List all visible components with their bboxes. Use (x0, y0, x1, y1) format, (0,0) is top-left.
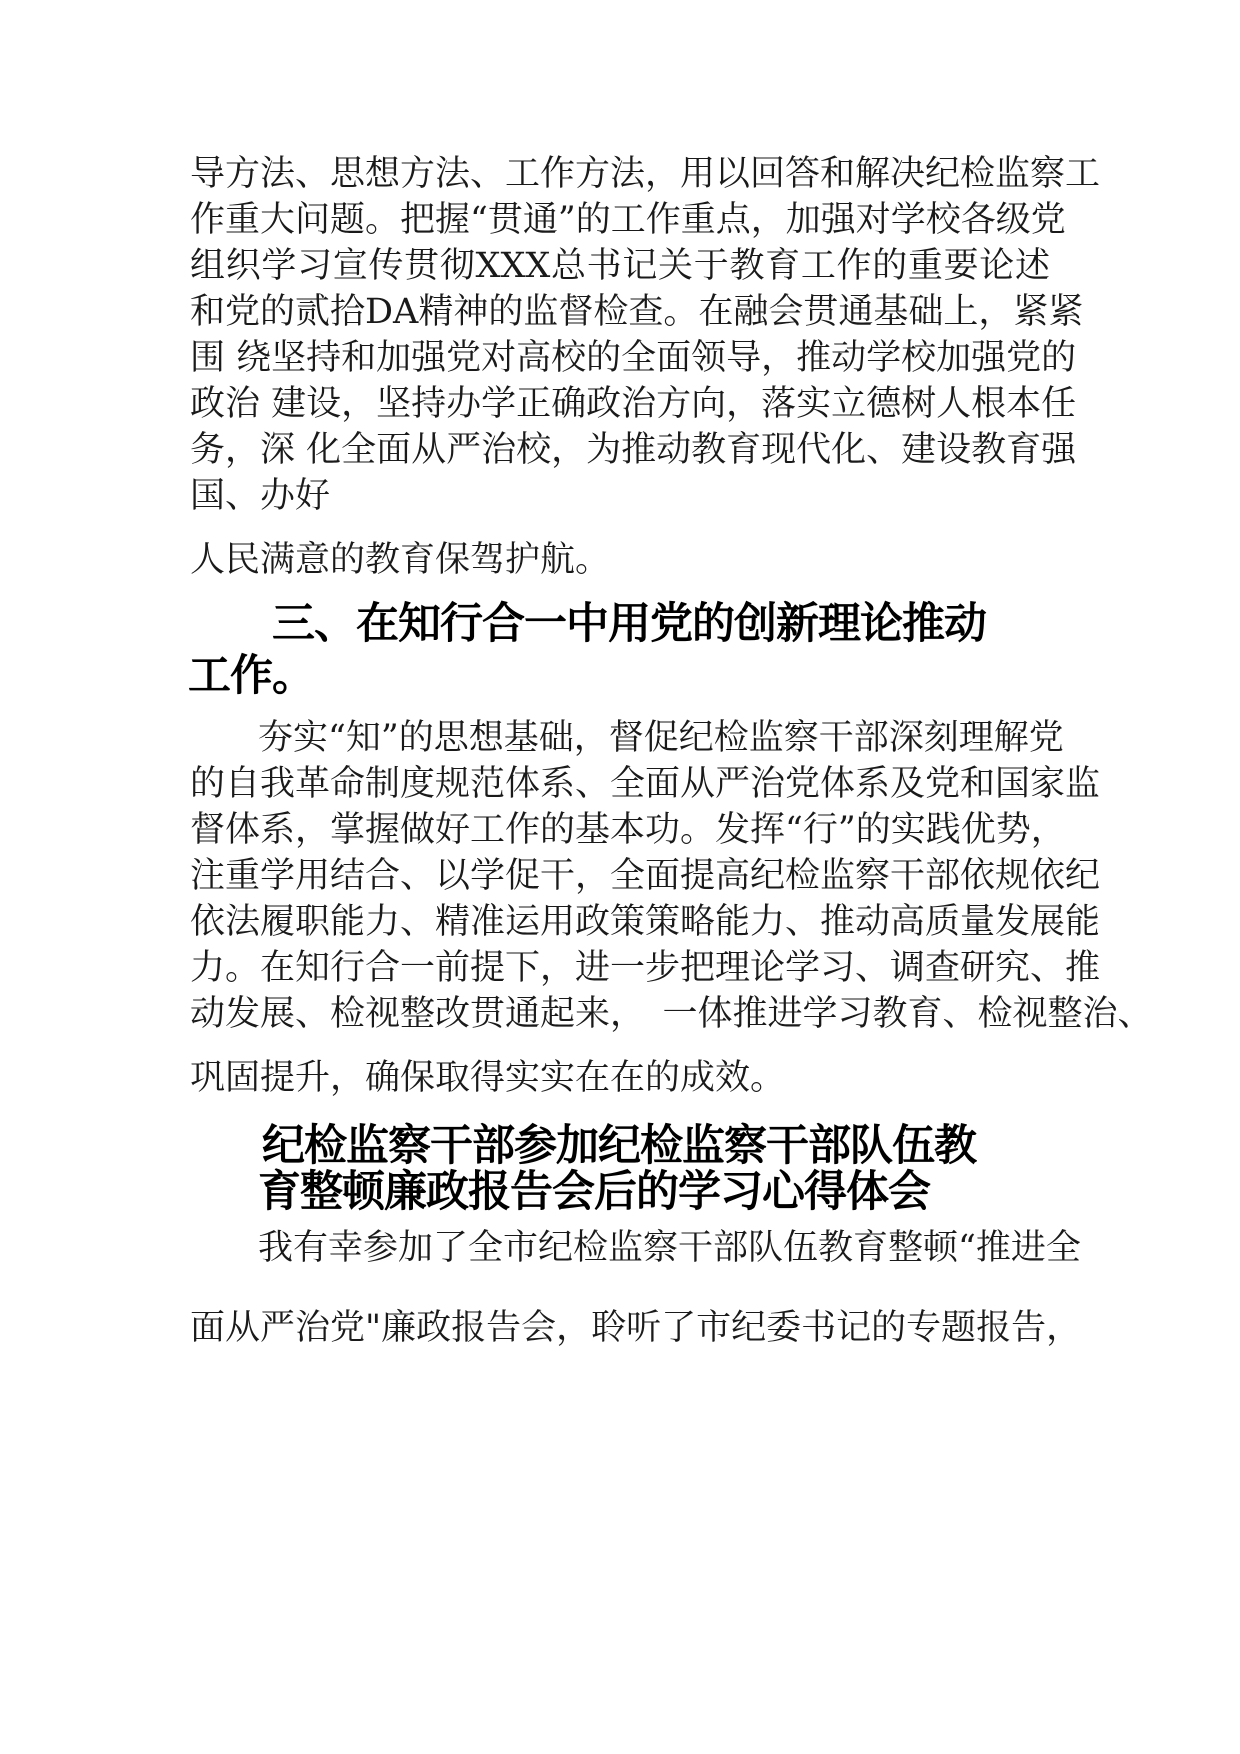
section-heading: 三、在知行合一中用党的创新理论推动 (272, 599, 986, 649)
paragraph-line: 人民满意的教育保驾护航。 (190, 540, 611, 580)
paragraph-line: 力。在知行合一前提下，进一步把理论学习、调查研究、推 (190, 948, 1101, 988)
paragraph-line: 督体系，掌握做好工作的基本功。发挥“行”的实践优势， (190, 810, 1066, 850)
paragraph-line: 注重学用结合、以学促干，全面提高纪检监察干部依规依纪 (190, 856, 1101, 896)
paragraph-line: 动发展、检视整改贯通起来， 一体推进学习教育、检视整治、 (190, 994, 1153, 1034)
paragraph-line: 的自我革命制度规范体系、全面从严治党体系及党和国家监 (190, 764, 1101, 804)
paragraph-line: 我有幸参加了全市纪检监察干部队伍教育整顿“推进全 (258, 1228, 1081, 1268)
paragraph-line: 作重大问题。把握“贯通”的工作重点，加强对学校各级党 (190, 200, 1066, 240)
paragraph-line: 导方法、思想方法、工作方法，用以回答和解决纪检监察工 (190, 154, 1101, 194)
article-title-continued: 育整顿廉政报告会后的学习心得体会 (258, 1167, 930, 1217)
paragraph-line: 围 绕坚持和加强党对高校的全面领导，推动学校加强党的 (190, 338, 1077, 378)
paragraph-line: 务，深 化全面从严治校，为推动教育现代化、建设教育强 (190, 430, 1077, 470)
paragraph-line: 面从严治党"廉政报告会，聆听了市纪委书记的专题报告， (190, 1308, 1082, 1348)
paragraph-line: 和党的贰拾DA精神的监督检查。在融会贯通基础上，紧紧 (190, 292, 1084, 332)
section-heading-continued: 工作。 (188, 651, 314, 701)
paragraph-line: 政治 建设，坚持办学正确政治方向，落实立德树人根本任 (190, 384, 1077, 424)
paragraph-line: 夯实“知”的思想基础，督促纪检监察干部深刻理解党 (258, 718, 1064, 758)
article-title: 纪检监察干部参加纪检监察干部队伍教 (262, 1121, 976, 1171)
paragraph-line: 依法履职能力、精准运用政策策略能力、推动高质量发展能 (190, 902, 1101, 942)
paragraph-line: 国、办好 (190, 476, 331, 516)
paragraph-line: 组织学习宣传贯彻XXX总书记关于教育工作的重要论述 (190, 246, 1050, 286)
paragraph-line: 巩固提升，确保取得实实在在的成效。 (190, 1058, 786, 1098)
